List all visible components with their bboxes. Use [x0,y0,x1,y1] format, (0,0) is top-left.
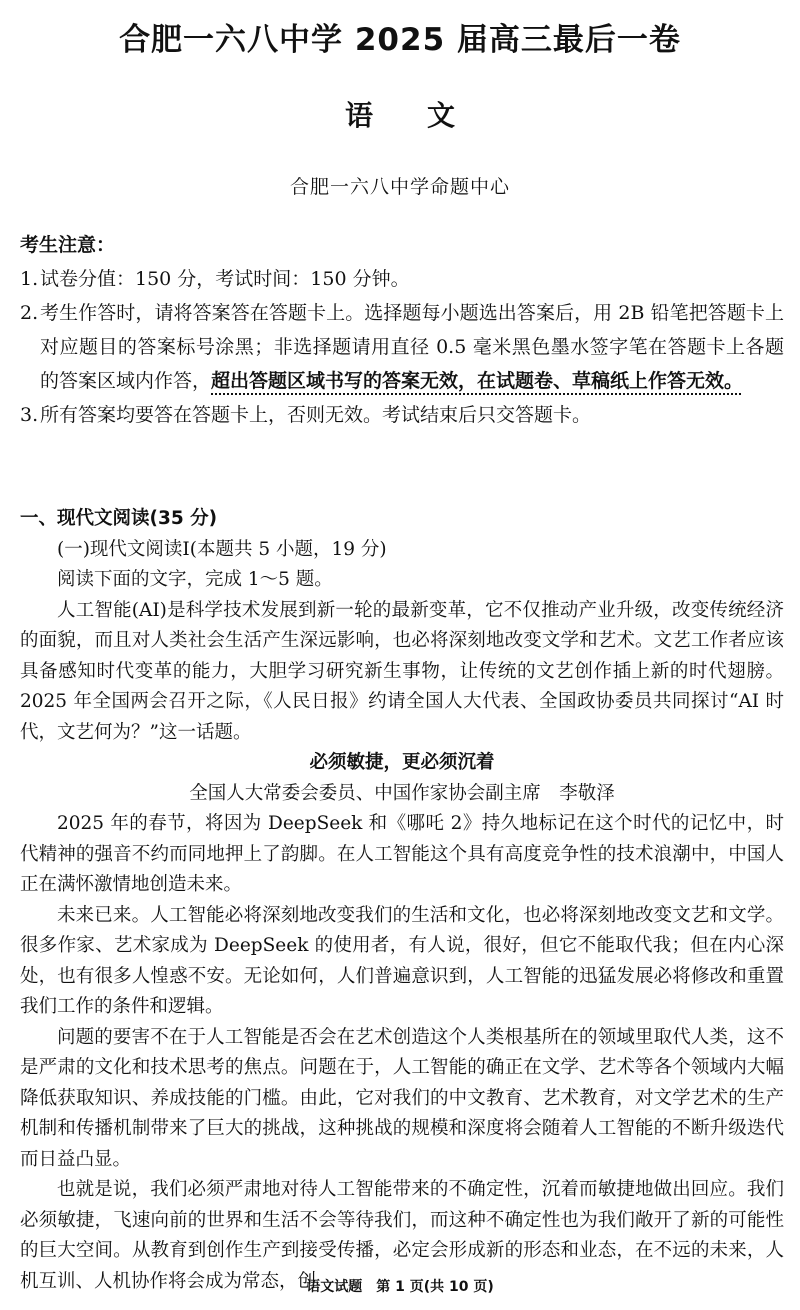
notice-item-3 [20,398,784,432]
section-title: 一、现代文阅读(35 分) [20,508,218,529]
section-subtitle: (一)现代文阅读Ⅰ(本题共 5 小题，19 分) [57,538,387,560]
section-instruction: 阅读下面的文字，完成 1～5 题。 [57,569,333,590]
article-byline: 全国人大常委会委员、中国作家协会副主席 李敬泽 [189,782,615,804]
article-paragraph: 未来已来。人工智能必将深刻地改变我们的生活和文化，也必将深刻地改变文艺和文学。很多作家、艺术家成为 DeepSeek 的使用者，有人说，很好，但它不能取代我；但在内心深处，也有很多人惶惑不安。无论如何，人们普遍意识到，人工智能的迅猛发展必将修改和重置我们工作的条件和逻辑。 [20,904,784,1017]
article-paragraph: 也就是说，我们必须严肃地对待人工智能带来的不确定性，沉着而敏捷地做出回应。我们必须敏捷，飞速向前的世界和生活不会等待我们，而这种不确定性也为我们敞开了新的可能性的巨大空间。从教育到创作生产到接受传播，必定会形成新的形态和业态，在不远的未来，人机互训、人机协作将会成为常态，创 [20,1179,784,1292]
intro-paragraph: 人工智能(AI)是科学技术发展到新一轮的最新变革，它不仅推动产业升级，改变传统经济的面貌，而且对人类社会生活产生深远影响，也必将深刻地改变文学和艺术。文艺工作者应该具备感知时代变革的能力，大胆学习研究新生事物，让传统的文艺创作插上新的时代翅膀。2025 年全国两会召开之际，《人民日报》约请全国人大代表、全国政协委员共同探讨“AI 时代，文艺何为？”这一话题。 [20,599,784,743]
notice-item-body: 考生作答时，请将答案答在答题卡上。选择题每小题选出答案后，用 2B 铅笔把答题卡上对应题目的答案标号涂黑；非选择题请用直径 0.5 毫米黑色墨水签字笔在答题卡上各题的答案区域内作答， [40,302,784,392]
page-footer: 语文试题 第 1 页(共 10 页) [306,1279,494,1295]
notice-item-text [40,296,784,398]
subject-title: 语文 [344,99,509,132]
notice-item-number: 2. [20,302,39,324]
notice-item-number: 1. [20,268,39,290]
notice-emphasis: 超出答题区域书写的答案无效，在试题卷、草稿纸上作答无效。 [211,370,744,392]
issuer-line: 合肥一六八中学命题中心 [289,176,510,198]
article-paragraph: 问题的要害不在于人工智能是否会在艺术创造这个人类根基所在的领域里取代人类，这不是严肃的文化和技术思考的焦点。问题在于，人工智能的确正在文学、艺术等各个领域内大幅降低获取知识、养成技能的门槛。由此，它对我们的中文教育、艺术教育，对文学艺术的生产机制和传播机制带来了巨大的挑战，这种挑战的规模和深度将会随着人工智能的不断升级迭代而日益凸显。 [20,1026,784,1170]
notice-item-2 [20,296,784,398]
article-paragraph: 2025 年的春节，将因为 DeepSeek 和《哪吒 2》持久地标记在这个时代的记忆中，时代精神的强音不约而同地押上了韵脚。在人工智能这个具有高度竞争性的技术浪潮中，中国人正在满怀激情地创造未来。 [20,813,784,895]
exam-title: 合肥一六八中学 2025 届高三最后一卷 [119,22,681,58]
notice-item-number: 3. [20,404,39,426]
reading-section [20,504,784,1297]
notice-heading: 考生注意： [20,234,116,256]
notice-item-text: 所有答案均要答在答题卡上，否则无效。考试结束后只交答题卡。 [40,404,592,426]
notice-item-1 [20,262,784,296]
article-title: 必须敏捷，更必须沉着 [309,752,495,773]
notice-list [20,262,784,432]
notice-item-text: 试卷分值：150 分，考试时间：150 分钟。 [40,268,410,290]
